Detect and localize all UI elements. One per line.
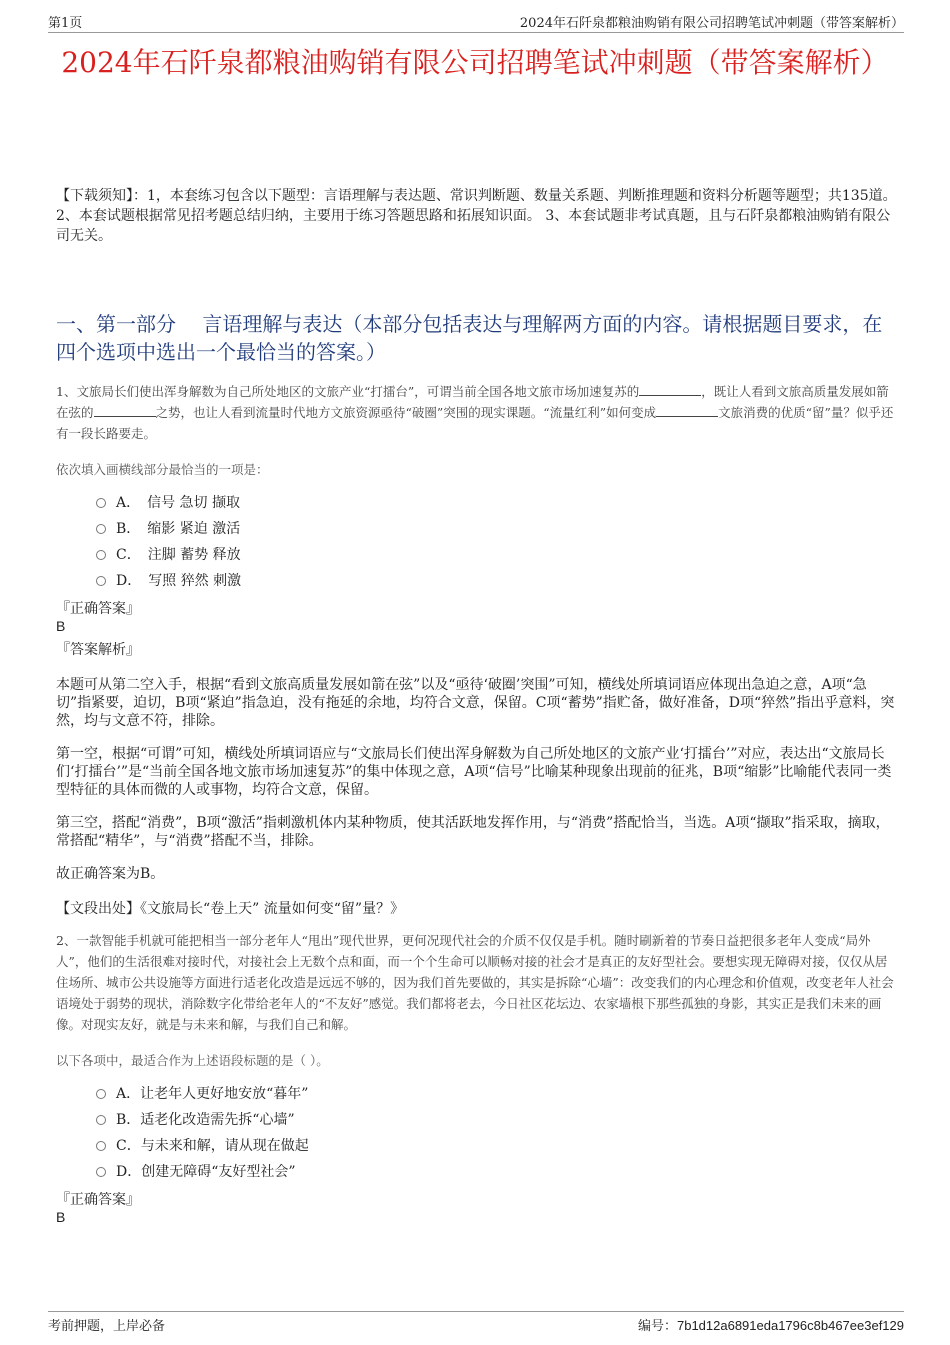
question-stem xyxy=(56,381,898,444)
page-title: 2024年石阡泉都粮油购销有限公司招聘笔试冲刺题（带答案解析） xyxy=(61,46,889,79)
page-header xyxy=(48,12,904,33)
option-c[interactable]: C．与未来和解，请从现在做起 xyxy=(96,1133,898,1159)
stem-text: 之势，也让人看到流量时代地方文旅资源亟待“破圈”突围的现实课题。“流量红利”如何变成 xyxy=(155,405,657,420)
question-1 xyxy=(56,381,898,918)
stem-text: 文旅消费的优质“留”量？似乎还有一段长路要走。 xyxy=(56,405,894,441)
radio-icon[interactable] xyxy=(96,1167,106,1177)
fill-blank xyxy=(639,382,701,396)
stem-text: 1、文旅局长们使出浑身解数为自己所处地区的文旅产业“打擂台”，可谓当前全国各地文旅市场加速复苏的 xyxy=(56,384,640,399)
option-d[interactable]: D．创建无障碍“友好型社会” xyxy=(96,1159,898,1185)
radio-icon[interactable] xyxy=(96,498,106,508)
analysis-label: 『答案解析』 xyxy=(56,642,140,658)
section-heading: 一、第一部分 言语理解与表达（本部分包括表达与理解两方面的内容。请根据题目要求，在四个选项中选出一个最恰当的答案。） xyxy=(56,312,883,364)
radio-icon[interactable] xyxy=(96,1115,106,1125)
answer-value: B xyxy=(56,1209,66,1225)
answer-label: 『正确答案』 xyxy=(56,601,140,617)
options-list xyxy=(96,1081,898,1185)
answer-value: B xyxy=(56,618,66,634)
option-a[interactable]: A．让老年人更好地安放“暮年” xyxy=(96,1081,898,1107)
option-a[interactable]: A． 信号 急切 撷取 xyxy=(96,490,898,516)
analysis-paragraph: 第一空，根据“可谓”可知，横线处所填词语应与“文旅局长们使出浑身解数为自己所处地区的文旅产业‘打擂台’”对应，表达出“文旅局长们‘打擂台’”是“当前全国各地文旅市场加速复苏”的集中体现之意，A项“信号”比喻某种现象出现前的征兆，B项“缩影”比喻能代表同一类型特征的具体而微的人或事物，均符合文意，保留。 xyxy=(56,746,892,798)
fill-blank xyxy=(656,403,718,417)
radio-icon[interactable] xyxy=(96,1141,106,1151)
fill-blank xyxy=(94,403,156,417)
radio-icon[interactable] xyxy=(96,576,106,586)
text-source: 【文段出处】《文旅局长“卷上天” 流量如何变“留”量？》 xyxy=(56,901,405,917)
radio-icon[interactable] xyxy=(96,524,106,534)
footer-slogan: 考前押题，上岸必备 xyxy=(48,1319,166,1334)
radio-icon[interactable] xyxy=(96,1089,106,1099)
option-d[interactable]: D． 写照 猝然 刺激 xyxy=(96,568,898,594)
options-list xyxy=(96,490,898,594)
analysis-paragraph: 本题可从第二空入手，根据“看到文旅高质量发展如箭在弦”以及“亟待‘破圈’突围”可知，横线处所填词语应体现出急迫之意，A项“急切”指紧要，迫切，B项“紧迫”指急迫，没有拖延的余地，均符合文意，保留。C项“蓄势”指贮备，做好准备，D项“猝然”指出乎意料，突然，均与文意不符，排除。 xyxy=(56,677,895,729)
analysis-paragraph: 故正确答案为B。 xyxy=(56,866,165,882)
option-c[interactable]: C． 注脚 蓄势 释放 xyxy=(96,542,898,568)
answer-label: 『正确答案』 xyxy=(56,1192,140,1208)
analysis-body xyxy=(56,676,898,883)
radio-icon[interactable] xyxy=(96,550,106,560)
download-notice: 【下载须知】：1，本套练习包含以下题型：言语理解与表达题、常识判断题、数量关系题、判断推理题和资料分析题等题型；共135道。 2、本套试题根据常见招考题总结归纳，主要用于练习答题思路和拓展知识面。 3、本套试题非考试真题，且与石阡泉都粮油购销有限公司无关。 xyxy=(56,188,897,244)
page-footer xyxy=(48,1311,904,1334)
analysis-paragraph: 第三空，搭配“消费”，B项“激活”指刺激机体内某种物质，使其活跃地发挥作用，与“消费”搭配恰当，当选。A项“撷取”指采取，摘取，常搭配“精华”，与“消费”搭配不当，排除。 xyxy=(56,815,890,849)
page-number: 第1页 xyxy=(48,16,83,31)
option-b[interactable]: B． 缩影 紧迫 激活 xyxy=(96,516,898,542)
question-instruction: 依次填入画横线部分最恰当的一项是： xyxy=(56,462,269,477)
option-b[interactable]: B．适老化改造需先拆“心墙” xyxy=(96,1107,898,1133)
header-doc-title: 2024年石阡泉都粮油购销有限公司招聘笔试冲刺题（带答案解析） xyxy=(519,16,904,31)
question-stem: 2、一款智能手机就可能把相当一部分老年人“甩出”现代世界，更何况现代社会的介质不仅仅是手机。随时刷新着的节奏日益把很多老年人变成“局外人”，他们的生活很难对接时代，对接社会上无数个点和面，而一个个生命可以顺畅对接的社会才是真正的友好型社会。要想实现无障碍对接，仅仅从居住场所、城市公共设施等方面进行适老化改造是远远不够的，因为我们首先要做的，其实是拆除“心墙”：改变我们的内心理念和价值观，改变老年人社会语境处于弱势的现状，消除数字化带给老年人的“不友好”感觉。我们都将老去，今日社区花坛边、农家墙根下那些孤独的身影，其实正是我们未来的画像。对现实友好，就是与未来和解，与我们自己和解。 xyxy=(56,933,894,1032)
stem-text: ，既让人看到文旅高质量发展如箭在弦的 xyxy=(56,384,889,420)
question-2 xyxy=(56,930,898,1226)
question-instruction: 以下各项中，最适合作为上述语段标题的是（ ）。 xyxy=(56,1053,329,1068)
document-code: 编号：7b1d12a6891eda1796c8b467ee3ef129 xyxy=(637,1318,904,1334)
